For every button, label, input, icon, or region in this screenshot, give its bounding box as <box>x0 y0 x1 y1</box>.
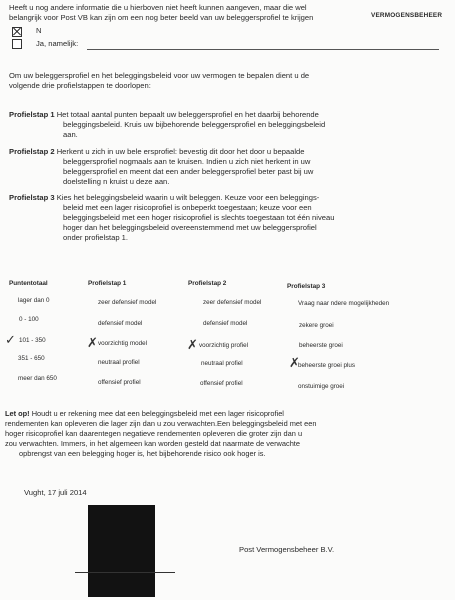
step-1-body <box>63 120 325 140</box>
step-3-line-4: hoger dan het beleggingsbeleid overeenstemmend met uw beleggersprofiel <box>63 223 317 232</box>
step-3-heading <box>9 193 319 203</box>
table-cell[interactable]: zeer defensief model <box>203 299 262 306</box>
cross-mark-icon: ✗ <box>289 355 300 370</box>
table-cell: 101 - 350 <box>19 337 46 344</box>
brand-name: VERMOGENSBEHEER <box>371 12 443 19</box>
table-cell: 351 - 650 <box>18 355 45 362</box>
table-cell[interactable]: offensief profiel <box>200 380 243 387</box>
steps-intro <box>9 71 309 91</box>
table-header-step-1: Profielstap 1 <box>88 280 127 287</box>
steps-intro-line-2: volgende drie profielstappen te doorlopen: <box>9 81 151 90</box>
table-cell[interactable]: zeer defensief model <box>98 299 157 306</box>
signature-line <box>75 572 175 573</box>
step-1-label: Profielstap 1 <box>9 110 55 119</box>
intro-line-2: belangrijk voor Post VB kan zijn om een nog beter beeld van uw beleggersprofiel te krijgen <box>9 13 314 22</box>
redacted-signature <box>88 505 155 597</box>
table-cell[interactable]: neutraal profiel <box>201 360 243 367</box>
place-date: Vught, 17 juli 2014 <box>24 488 87 497</box>
yes-explanation-line[interactable] <box>87 49 439 50</box>
warning-line-2: rendementen kan opleveren die lager zijn dan u zou verwachten.Een beleggingsbeleid met een <box>5 419 317 428</box>
step-3-first-line: Kies het beleggingsbeleid waarin u wilt beleggen. Keuze voor een beleggings- <box>56 193 320 202</box>
table-cell[interactable]: onstuimige groei <box>298 383 345 390</box>
table-header-points: Puntentotaal <box>9 280 48 287</box>
warning-line-4: zou verwachten. Immers, in het algemeen kan worden gesteld dat naarmate de verwachte <box>5 439 300 448</box>
table-cell: meer dan 650 <box>18 375 57 382</box>
step-1-heading <box>9 110 319 120</box>
step-2-line-4: doelstelling n kruist u deze aan. <box>63 177 170 186</box>
step-1-first-line: Het totaal aantal punten bepaalt uw beleggersprofiel en het daarbij behorende <box>56 110 319 119</box>
step-2-heading <box>9 147 305 157</box>
cross-mark-icon: ✗ <box>87 335 98 350</box>
table-cell[interactable]: voorzichtig profiel <box>199 342 248 349</box>
intro-text <box>9 3 313 23</box>
table-cell[interactable]: voorzichtig model <box>98 340 147 347</box>
no-checkbox[interactable] <box>12 27 22 37</box>
warning-line-1-text: Houdt u er rekening mee dat een beleggingsbeleid met een lager risicoprofiel <box>29 409 284 418</box>
step-3-line-2: beleid met een lager risicoprofiel is onbeperkt toegestaan; keuze voor een <box>63 203 312 212</box>
company-name: Post Vermogensbeheer B.V. <box>239 545 335 554</box>
step-1-line-3: aan. <box>63 130 78 139</box>
cross-mark-icon: ✗ <box>187 337 198 352</box>
table-header-step-2: Profielstap 2 <box>188 280 227 287</box>
checkmark-icon: ✓ <box>5 332 16 347</box>
step-2-line-3: beleggersprofiel en meent dat een ander beleggersprofiel beter past bij uw <box>63 167 314 176</box>
warning-line-5: opbrengst van een belegging hoger is, het bijbehorende risico ook hoger is. <box>19 449 266 458</box>
table-cell[interactable]: offensief profiel <box>98 379 141 386</box>
warning-line-3: hoger risicoprofiel kan daarentegen negatieve rendementen opleveren die groter zijn dan u <box>5 429 303 438</box>
table-cell: lager dan 0 <box>18 297 50 304</box>
table-cell: 0 - 100 <box>19 316 39 323</box>
table-cell[interactable]: neutraal profiel <box>98 359 140 366</box>
step-2-line-2: beleggersprofiel nogmaals aan te kruisen. Indien u zich niet herkent in uw <box>63 157 311 166</box>
warning-line-1 <box>5 409 316 419</box>
no-label: N <box>36 26 42 35</box>
table-cell[interactable]: Vraag naar ndere mogelijkheden <box>298 300 390 307</box>
table-cell[interactable]: beheerste groei plus <box>298 362 356 369</box>
step-2-label: Profielstap 2 <box>9 147 55 156</box>
step-3-line-5: onder profielstap 1. <box>63 233 129 242</box>
intro-line-1: Heeft u nog andere informatie die u hierboven niet heeft kunnen aangeven, maar die wel <box>9 3 307 12</box>
table-header-step-3: Profielstap 3 <box>287 283 326 290</box>
step-3-label: Profielstap 3 <box>9 193 55 202</box>
table-cell[interactable]: defensief model <box>203 320 248 327</box>
warning-lead: Let op! <box>5 409 30 418</box>
yes-checkbox[interactable] <box>12 39 22 49</box>
step-2-first-line: Herkent u zich in uw bele ersprofiel: bevestig dit door het door u bepaalde <box>56 147 305 156</box>
step-1-line-2: beleggingsbeleid. Kruis uw bijbehorende beleggersprofiel en beleggingsbeleid <box>63 120 326 129</box>
table-cell[interactable]: zekere groei <box>299 322 334 329</box>
warning-paragraph <box>5 409 316 459</box>
steps-intro-line-1: Om uw beleggersprofiel en het beleggingsbeleid voor uw vermogen te bepalen dient u de <box>9 71 310 80</box>
step-2-body <box>63 157 313 187</box>
step-3-body <box>63 203 334 243</box>
step-3-line-3: beleggingsbeleid met een hoger risicoprofiel is slechts toegestaan tot één niveau <box>63 213 335 222</box>
table-cell[interactable]: defensief model <box>98 320 143 327</box>
yes-label: Ja, namelijk: <box>36 39 79 48</box>
table-cell[interactable]: beheerste groei <box>299 342 343 349</box>
